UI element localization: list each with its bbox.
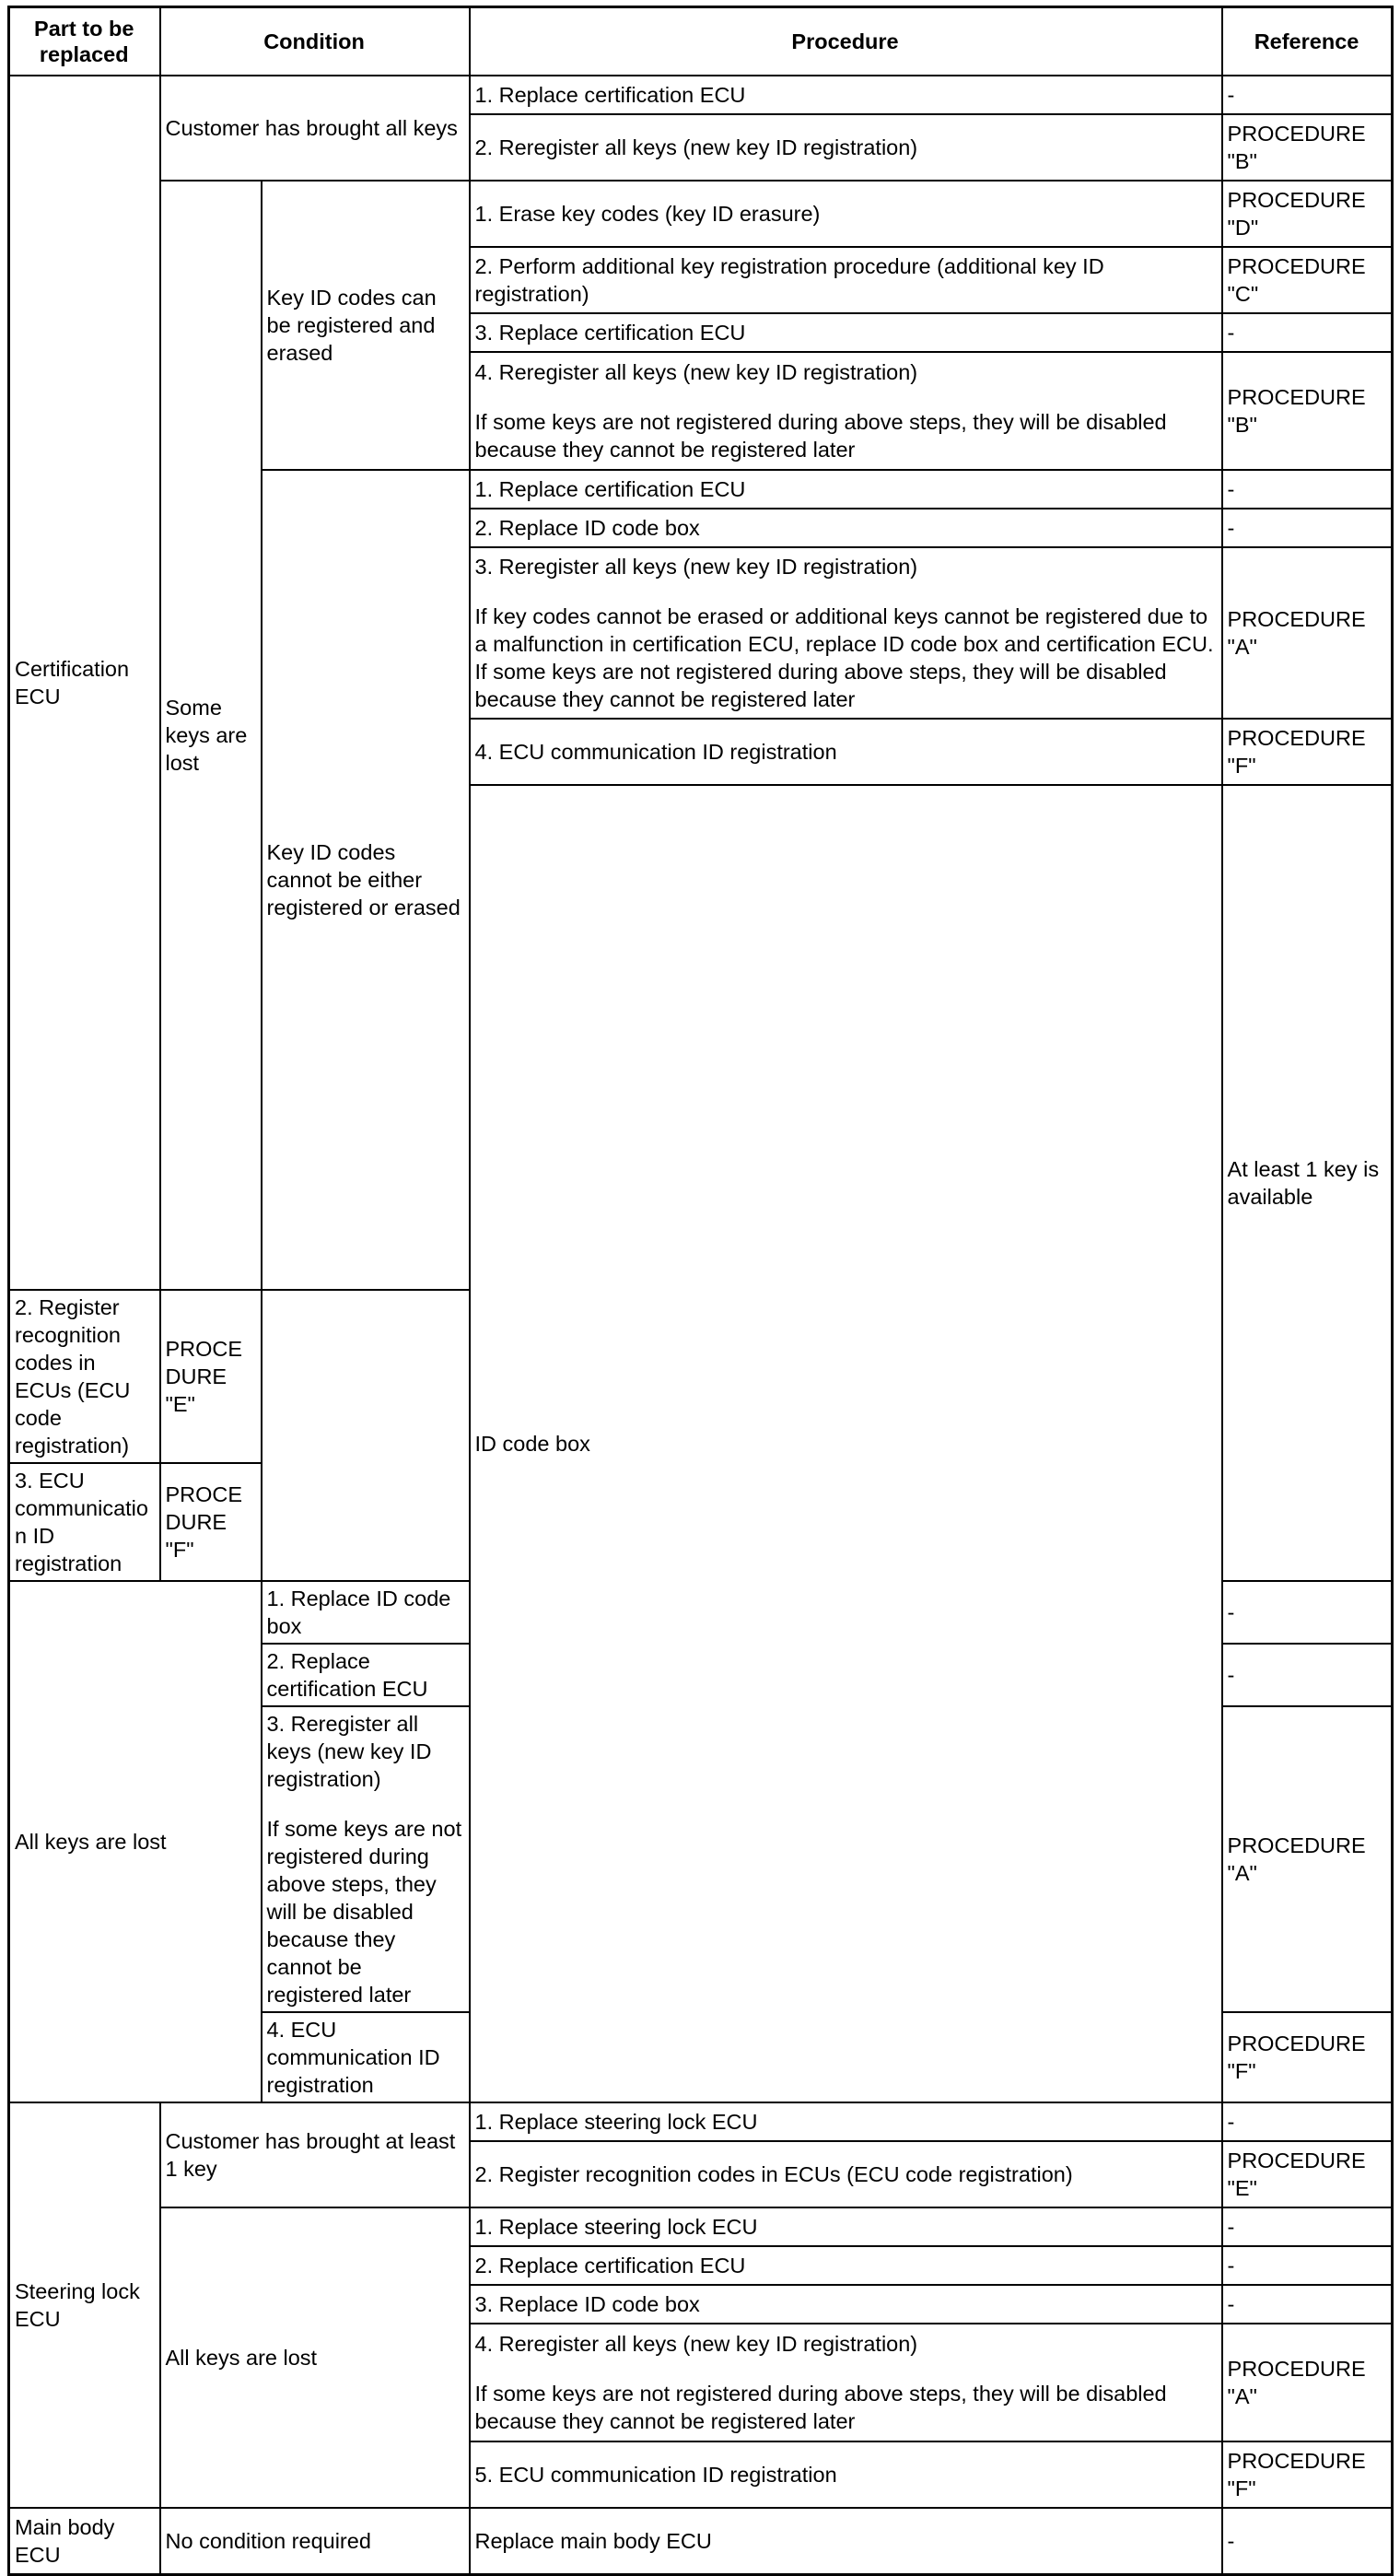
procedure-cell: 3. Replace certification ECU <box>470 313 1222 352</box>
condition-some-keys-lost: Some keys are lost <box>160 181 262 1290</box>
part-main-body-ecu: Main body ECU <box>9 2508 160 2574</box>
procedure-cell: 4. ECU communication ID registration <box>262 2012 470 2102</box>
procedure-cell <box>470 547 1222 719</box>
reference-cell: - <box>1222 2207 1393 2246</box>
header-procedure: Procedure <box>470 7 1222 76</box>
procedure-cell <box>470 352 1222 470</box>
reference-cell: PROCEDURE "B" <box>1222 114 1393 181</box>
reference-cell: PROCEDURE "F" <box>1222 719 1393 785</box>
procedure-cell: 2. Replace ID code box <box>470 509 1222 547</box>
condition-codes-can-register: Key ID codes can be registered and erased <box>262 181 470 470</box>
reference-cell: PROCEDURE "A" <box>1222 1706 1393 2012</box>
reference-cell: PROCEDURE "F" <box>1222 2441 1393 2508</box>
reference-cell: - <box>1222 313 1393 352</box>
reference-cell: - <box>1222 2246 1393 2285</box>
table-row <box>9 76 1393 114</box>
procedure-step: 3. Reregister all keys (new key ID registration) <box>266 1712 432 1791</box>
procedure-cell: 1. Replace certification ECU <box>470 76 1222 114</box>
condition-one-key-available: At least 1 key is available <box>1222 785 1393 1581</box>
reference-cell: - <box>1222 1581 1393 1644</box>
procedure-cell: 2. Perform additional key registration procedure (additional key ID registration) <box>470 247 1222 313</box>
part-certification-ecu: Certification ECU <box>9 76 160 1290</box>
reference-cell: - <box>1222 2508 1393 2574</box>
reference-cell: PROCEDURE "E" <box>160 1290 262 1463</box>
reference-cell: - <box>1222 509 1393 547</box>
header-part: Part to be replaced <box>9 7 160 76</box>
table-row <box>9 181 1393 247</box>
table-row <box>9 2102 1393 2141</box>
reference-cell: PROCEDURE "A" <box>1222 2324 1393 2441</box>
procedure-note: If some keys are not registered during above steps, they will be disabled because they cannot be registered later <box>474 2382 1167 2433</box>
condition-none-required: No condition required <box>160 2508 470 2574</box>
procedure-note: If some keys are not registered during above steps, they will be disabled because they cannot be registered later <box>266 1817 462 2007</box>
header-condition: Condition <box>160 7 470 76</box>
document-sheet <box>7 6 1391 2576</box>
procedure-cell: 2. Register recognition codes in ECUs (ECU code registration) <box>9 1290 160 1463</box>
procedure-cell: 1. Replace steering lock ECU <box>470 2207 1222 2246</box>
condition-codes-cannot-register: Key ID codes cannot be either registered or erased <box>262 470 470 1290</box>
reference-cell: - <box>1222 76 1393 114</box>
reference-cell: - <box>1222 1644 1393 1706</box>
procedure-cell <box>470 2324 1222 2441</box>
procedure-note: If some keys are not registered during above steps, they will be disabled because they cannot be registered later <box>474 410 1167 462</box>
reference-cell: PROCEDURE "A" <box>1222 547 1393 719</box>
header-row <box>9 7 1393 76</box>
condition-all-keys: Customer has brought all keys <box>160 76 470 181</box>
part-id-code-box: ID code box <box>470 785 1222 2102</box>
reference-cell: - <box>1222 2102 1393 2141</box>
procedure-cell: 2. Replace certification ECU <box>470 2246 1222 2285</box>
procedure-step: 3. Reregister all keys (new key ID registration) <box>474 555 918 579</box>
procedure-cell: 1. Replace ID code box <box>262 1581 470 1644</box>
table-row <box>9 2207 1393 2246</box>
procedure-cell: 2. Register recognition codes in ECUs (ECU code registration) <box>470 2141 1222 2207</box>
reference-cell: PROCEDURE "F" <box>1222 2012 1393 2102</box>
procedure-cell: 2. Reregister all keys (new key ID registration) <box>470 114 1222 181</box>
procedure-cell: 1. Replace certification ECU <box>470 470 1222 509</box>
condition-all-keys-lost: All keys are lost <box>160 2207 470 2508</box>
procedure-cell: 5. ECU communication ID registration <box>470 2441 1222 2508</box>
procedure-cell: 3. Replace ID code box <box>470 2285 1222 2324</box>
procedure-cell: Replace main body ECU <box>470 2508 1222 2574</box>
reference-cell: PROCEDURE "E" <box>1222 2141 1393 2207</box>
header-reference: Reference <box>1222 7 1393 76</box>
procedure-note: If key codes cannot be erased or additional keys cannot be registered due to a malfunction in certification ECU, replace ID code box and certification ECU. If some keys are not registered during above steps, they will be disabled because they cannot be registered later <box>474 604 1214 711</box>
procedure-cell: 1. Erase key codes (key ID erasure) <box>470 181 1222 247</box>
reference-cell: - <box>1222 2285 1393 2324</box>
reference-cell: PROCEDURE "B" <box>1222 352 1393 470</box>
procedure-cell: 2. Replace certification ECU <box>262 1644 470 1706</box>
procedure-cell: 3. ECU communication ID registration <box>9 1463 160 1581</box>
procedure-cell <box>262 1706 470 2012</box>
reference-cell: - <box>1222 470 1393 509</box>
reference-cell: PROCEDURE "F" <box>160 1463 262 1581</box>
replacement-procedure-table <box>7 6 1394 2576</box>
table-row <box>9 2508 1393 2574</box>
procedure-cell: 1. Replace steering lock ECU <box>470 2102 1222 2141</box>
condition-all-keys-lost: All keys are lost <box>9 1581 262 2102</box>
procedure-step: 4. Reregister all keys (new key ID registration) <box>474 2332 918 2356</box>
part-steering-lock-ecu: Steering lock ECU <box>9 2102 160 2508</box>
reference-cell: PROCEDURE "C" <box>1222 247 1393 313</box>
reference-cell: PROCEDURE "D" <box>1222 181 1393 247</box>
condition-at-least-one-key: Customer has brought at least 1 key <box>160 2102 470 2207</box>
procedure-cell: 4. ECU communication ID registration <box>470 719 1222 785</box>
procedure-step: 4. Reregister all keys (new key ID registration) <box>474 360 918 384</box>
